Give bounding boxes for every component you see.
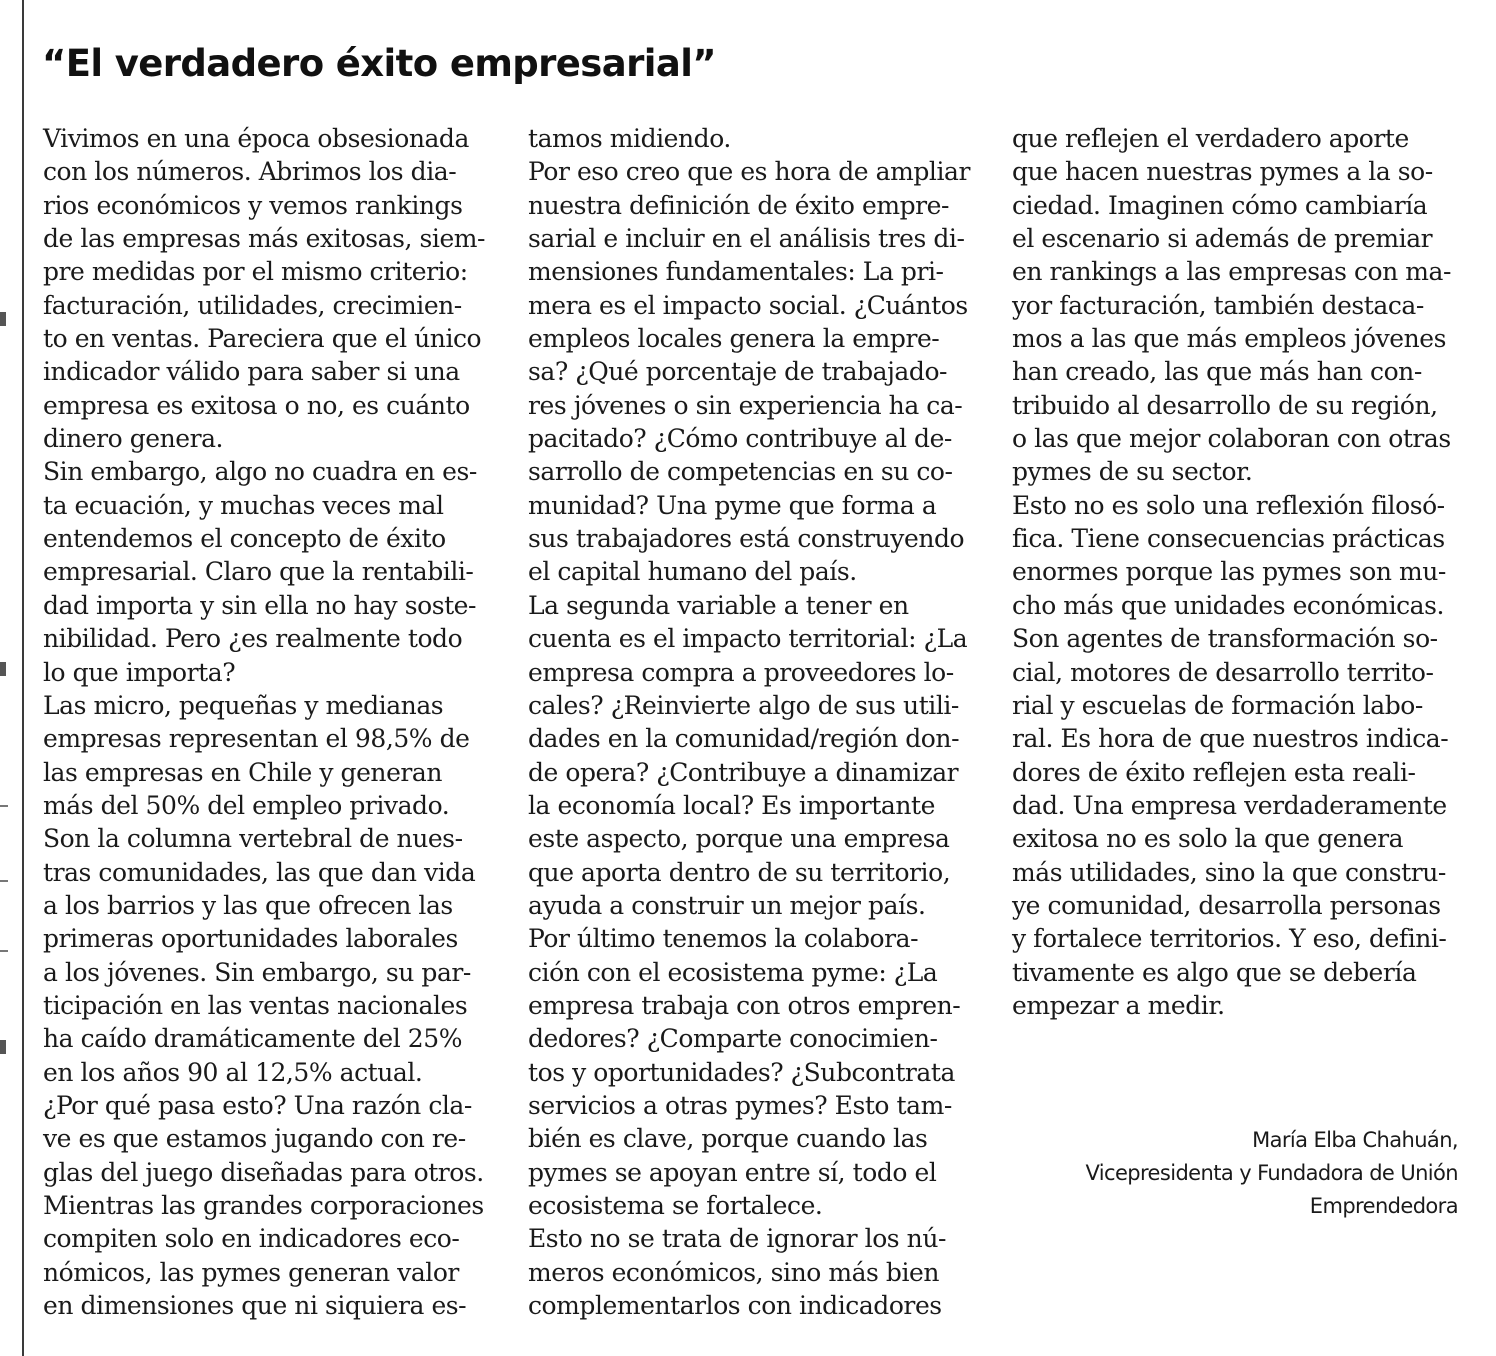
- text-line: más utilidades, sino la que constru-: [1012, 857, 1446, 887]
- text-line: Son la columna vertebral de nues-: [43, 824, 463, 854]
- text-line: en los años 90 al 12,5% actual.: [43, 1057, 423, 1087]
- margin-mark: [0, 312, 6, 326]
- text-line: que aporta dentro de su territorio,: [528, 857, 951, 887]
- margin-tick: [0, 880, 8, 882]
- text-line: ha caído dramáticamente del 25%: [43, 1024, 463, 1054]
- margin-tick: [0, 950, 8, 952]
- text-line: La segunda variable a tener en: [528, 590, 909, 620]
- text-line: dad. Una empresa verdaderamente: [1012, 790, 1447, 820]
- text-line: sa? ¿Qué porcentaje de trabajado-: [528, 357, 948, 387]
- text-line: ral. Es hora de que nuestros indica-: [1012, 724, 1449, 754]
- text-line: las empresas en Chile y generan: [43, 757, 443, 787]
- text-line: sarial e incluir en el análisis tres di-: [528, 224, 965, 254]
- text-line: el capital humano del país.: [528, 557, 857, 587]
- text-line: munidad? Una pyme que forma a: [528, 490, 937, 520]
- text-line: meros económicos, sino más bien: [528, 1257, 940, 1287]
- text-line: Las micro, pequeñas y medianas: [43, 690, 444, 720]
- text-line: este aspecto, porque una empresa: [528, 824, 950, 854]
- article-column-2: [528, 122, 970, 1322]
- text-line: Mientras las grandes corporaciones: [43, 1191, 484, 1220]
- text-line: nuestra definición de éxito empre-: [528, 190, 949, 220]
- text-line: empezar a medir.: [1012, 990, 1225, 1020]
- text-line: empleos locales genera la empre-: [528, 324, 940, 354]
- text-line: rios económicos y vemos rankings: [43, 190, 463, 220]
- text-line: más del 50% del empleo privado.: [43, 790, 450, 820]
- text-line: a los jóvenes. Sin embargo, su par-: [43, 957, 471, 987]
- text-line: facturación, utilidades, crecimien-: [43, 290, 462, 320]
- text-line: exitosa no es solo la que genera: [1012, 824, 1404, 854]
- text-line: lo que importa?: [43, 657, 236, 687]
- text-line: ecosistema se fortalece.: [528, 1191, 823, 1220]
- text-line: Son agentes de transformación so-: [1012, 624, 1438, 654]
- text-line: fica. Tiene consecuencias prácticas: [1012, 524, 1445, 554]
- text-line: pymes de su sector.: [1012, 457, 1253, 487]
- text-line: y fortalece territorios. Y eso, defini-: [1012, 924, 1447, 954]
- text-line: compiten solo en indicadores eco-: [43, 1224, 460, 1254]
- text-line: nómicos, las pymes generan valor: [43, 1257, 459, 1287]
- text-line: empresas representan el 98,5% de: [43, 724, 470, 754]
- text-line: res jóvenes o sin experiencia ha ca-: [528, 390, 963, 420]
- text-line: dedores? ¿Comparte conocimien-: [528, 1024, 938, 1054]
- text-line: empresa trabaja con otros empren-: [528, 990, 961, 1020]
- text-line: en rankings a las empresas con ma-: [1012, 257, 1451, 287]
- text-line: cuenta es el impacto territorial: ¿La: [528, 624, 968, 654]
- author-name: María Elba Chahuán,: [1252, 1128, 1458, 1152]
- text-line: pymes se apoyan entre sí, todo el: [528, 1157, 937, 1187]
- text-line: Esto no es solo una reflexión filosó-: [1012, 490, 1445, 520]
- text-line: han creado, las que más han con-: [1012, 357, 1422, 387]
- article-column-3: [1012, 122, 1451, 1022]
- text-line: de las empresas más exitosas, siem-: [43, 224, 486, 254]
- text-line: dades en la comunidad/región don-: [528, 724, 960, 754]
- author-role-line-1: Vicepresidenta y Fundadora de Unión: [1085, 1161, 1458, 1185]
- text-line: Vivimos en una época obsesionada: [43, 124, 469, 153]
- text-line: indicador válido para saber si una: [43, 357, 460, 387]
- text-line: primeras oportunidades laborales: [43, 924, 458, 954]
- text-line: dores de éxito reflejen esta reali-: [1012, 757, 1416, 787]
- author-role-line-2: Emprendedora: [1309, 1194, 1458, 1218]
- text-line: tamos midiendo.: [528, 124, 731, 153]
- text-line: yor facturación, también destaca-: [1012, 290, 1424, 320]
- text-line: de opera? ¿Contribuye a dinamizar: [528, 757, 959, 787]
- margin-tick: [0, 805, 8, 807]
- text-line: tos y oportunidades? ¿Subcontrata: [528, 1057, 955, 1087]
- text-line: sus trabajadores está construyendo: [528, 524, 965, 554]
- text-line: o las que mejor colaboran con otras: [1012, 424, 1451, 454]
- text-line: pre medidas por el mismo criterio:: [43, 257, 468, 287]
- text-line: ve es que estamos jugando con re-: [43, 1124, 466, 1154]
- text-line: la economía local? Es importante: [528, 790, 935, 820]
- text-line: dinero genera.: [43, 424, 224, 454]
- text-line: en dimensiones que ni siquiera es-: [43, 1291, 467, 1321]
- text-line: empresa compra a proveedores lo-: [528, 657, 954, 687]
- text-line: mos a las que más empleos jóvenes: [1012, 324, 1447, 354]
- text-line: el escenario si además de premiar: [1012, 224, 1433, 254]
- text-line: enormes porque las pymes son mu-: [1012, 557, 1446, 587]
- text-line: mera es el impacto social. ¿Cuántos: [528, 290, 968, 320]
- text-line: tivamente es algo que se debería: [1012, 957, 1417, 987]
- text-line: empresa es exitosa o no, es cuánto: [43, 390, 470, 420]
- text-line: a los barrios y las que ofrecen las: [43, 890, 453, 920]
- text-line: nibilidad. Pero ¿es realmente todo: [43, 624, 463, 654]
- text-line: ciedad. Imaginen cómo cambiaría: [1012, 190, 1428, 220]
- text-line: dad importa y sin ella no hay soste-: [43, 590, 477, 620]
- text-line: ye comunidad, desarrolla personas: [1012, 890, 1441, 920]
- text-line: cho más que unidades económicas.: [1012, 590, 1444, 620]
- text-line: bién es clave, porque cuando las: [528, 1124, 928, 1154]
- author-signature: [1085, 1124, 1458, 1223]
- text-line: Sin embargo, algo no cuadra en es-: [43, 457, 477, 487]
- text-line: que reflejen el verdadero aporte: [1012, 124, 1409, 153]
- text-line: con los números. Abrimos los dia-: [43, 157, 457, 187]
- text-line: ción con el ecosistema pyme: ¿La: [528, 957, 938, 987]
- text-line: glas del juego diseñadas para otros.: [43, 1157, 484, 1187]
- text-line: Por eso creo que es hora de ampliar: [528, 157, 970, 187]
- text-line: sarrollo de competencias en su co-: [528, 457, 953, 487]
- text-line: ayuda a construir un mejor país.: [528, 890, 926, 920]
- text-line: to en ventas. Pareciera que el único: [43, 324, 482, 354]
- article-column-1: [43, 122, 485, 1322]
- text-line: tras comunidades, las que dan vida: [43, 857, 476, 887]
- text-line: Esto no se trata de ignorar los nú-: [528, 1224, 946, 1254]
- margin-mark: [0, 1040, 6, 1054]
- article-headline: “El verdadero éxito empresarial”: [42, 42, 716, 85]
- text-line: complementarlos con indicadores: [528, 1291, 942, 1321]
- text-line: servicios a otras pymes? Esto tam-: [528, 1090, 952, 1120]
- text-line: que hacen nuestras pymes a la so-: [1012, 157, 1433, 187]
- text-line: empresarial. Claro que la rentabili-: [43, 557, 474, 587]
- text-line: cial, motores de desarrollo territo-: [1012, 657, 1434, 687]
- text-line: cales? ¿Reinvierte algo de sus utili-: [528, 690, 959, 720]
- margin-mark: [0, 662, 6, 676]
- page-left-border: [22, 0, 24, 1356]
- text-line: rial y escuelas de formación labo-: [1012, 690, 1423, 720]
- text-line: entendemos el concepto de éxito: [43, 524, 446, 554]
- text-line: Por último tenemos la colabora-: [528, 924, 919, 954]
- text-line: pacitado? ¿Cómo contribuye al de-: [528, 424, 952, 454]
- text-line: ¿Por qué pasa esto? Una razón cla-: [43, 1090, 472, 1120]
- text-line: ta ecuación, y muchas veces mal: [43, 490, 444, 520]
- text-line: ticipación en las ventas nacionales: [43, 990, 468, 1020]
- text-line: tribuido al desarrollo de su región,: [1012, 390, 1438, 420]
- text-line: mensiones fundamentales: La pri-: [528, 257, 944, 287]
